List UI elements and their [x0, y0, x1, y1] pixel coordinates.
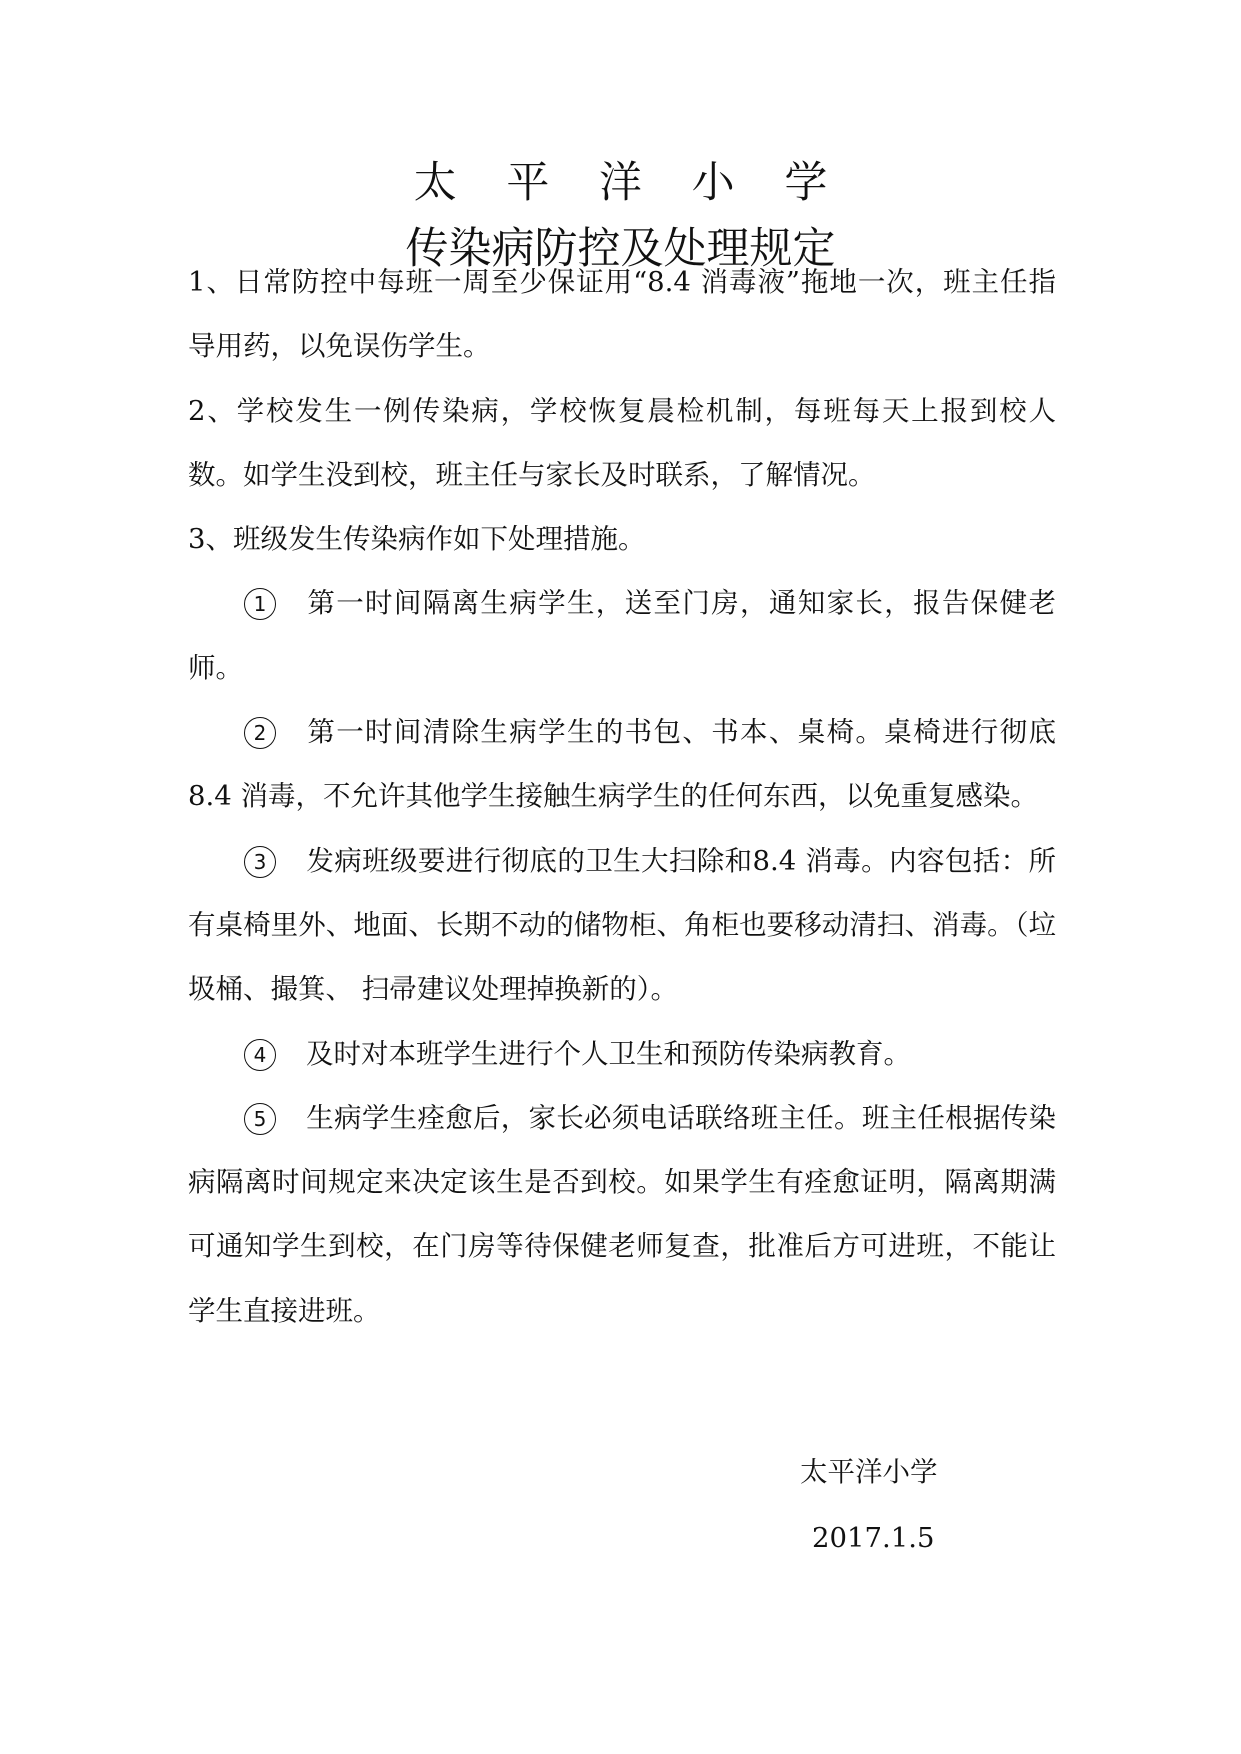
measure-item-4 — [188, 1022, 1056, 1086]
measure-text-3: 发病班级要进行彻底的卫生大扫除和8.4 消毒。内容包括：所有桌椅里外、地面、长期不动的储物柜、角柜也要移动清扫、消毒。（垃圾桶、撮箕、 扫帚建议处理掉换新的）。 — [188, 844, 1056, 1006]
measure-item-1 — [188, 571, 1056, 700]
document-title: 传染病防控及处理规定 — [405, 224, 836, 274]
rule-item-2: 2、学校发生一例传染病，学校恢复晨检机制，每班每天上报到校人数。如学生没到校，班主任与家长及时联系，了解情况。 — [188, 394, 1056, 491]
measure-item-2 — [188, 700, 1056, 829]
measure-item-5 — [188, 1086, 1056, 1343]
measure-item-3 — [188, 829, 1056, 1022]
measure-number-5: 5 — [244, 1103, 276, 1135]
measure-text-5: 生病学生痊愈后，家长必须电话联络班主任。班主任根据传染病隔离时间规定来决定该生是否到校。如果学生有痊愈证明，隔离期满可通知学生到校，在门房等待保健老师复查，批准后方可进班，不能让学生直接进班。 — [188, 1101, 1056, 1327]
rule-item-3: 3、班级发生传染病作如下处理措施。 — [188, 523, 646, 556]
measure-number-1: 1 — [244, 588, 276, 620]
measure-number-2: 2 — [244, 717, 276, 749]
document-body — [188, 250, 1056, 1343]
signature-school: 太平洋小学 — [800, 1456, 938, 1488]
school-title: 太 平 洋 小 学 — [413, 158, 846, 208]
measure-number-4: 4 — [244, 1039, 276, 1071]
rule-item-1: 1、日常防控中每班一周至少保证用“8.4 消毒液”拖地一次，班主任指导用药，以免误伤学生。 — [188, 266, 1056, 363]
measure-text-1: 第一时间隔离生病学生，送至门房，通知家长，报告保健老师。 — [188, 587, 1056, 684]
measure-text-4: 及时对本班学生进行个人卫生和预防传染病教育。 — [306, 1037, 911, 1070]
measure-text-2: 第一时间清除生病学生的书包、书本、桌椅。桌椅进行彻底8.4 消毒，不允许其他学生接触生病学生的任何东西，以免重复感染。 — [188, 716, 1056, 813]
signature-date: 2017.1.5 — [812, 1522, 935, 1554]
measure-number-3: 3 — [244, 846, 276, 878]
